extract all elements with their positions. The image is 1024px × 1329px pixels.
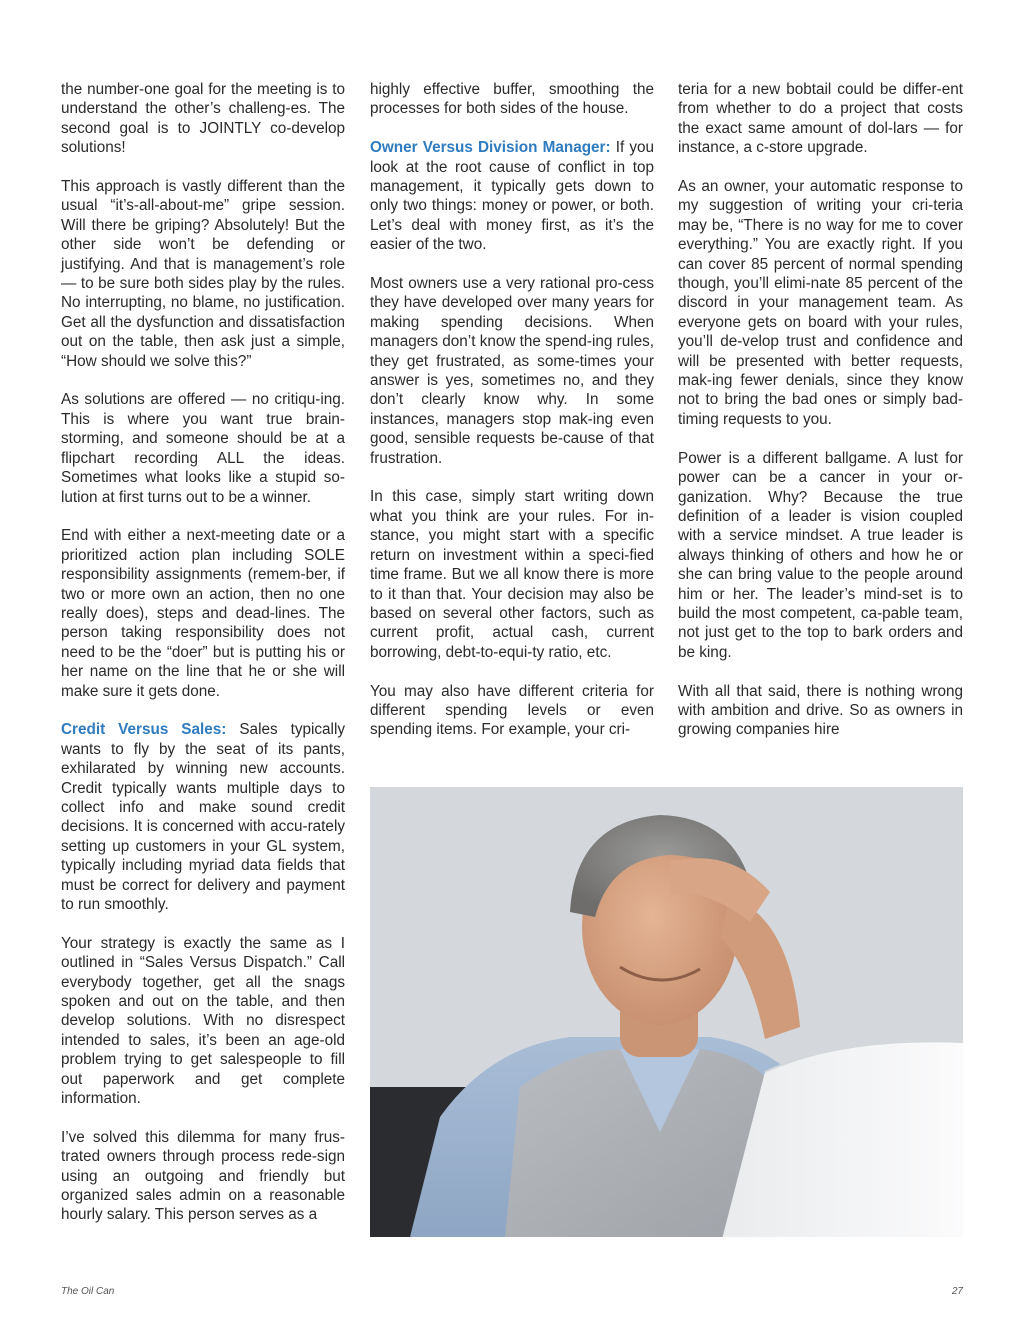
- column-right: [678, 80, 963, 740]
- paragraph-body: If you look at the root cause of conflict in top management, it typically gets down to only two things: money or power, or both. Let’s deal with money first, as it’s the easier of the two.: [370, 139, 654, 254]
- paragraph: Most owners use a very rational pro-cess they have developed over many years for making spending decisions. When managers don’t know the spend-ing rules, they get frustrated, as some-times your answer is yes, sometimes no, and they don’t clearly know why. In some instances, managers stop mak-ing even good, sensible requests be-cause of that frustration.: [370, 275, 655, 467]
- stressed-businessman-photo: [370, 787, 963, 1237]
- paragraph: teria for a new bobtail could be differ-ent from whether to do a project that costs the exact same amount of dol-lars — for instance, a c-store upgrade.: [678, 81, 963, 157]
- section-lead-credit-versus-sales: Credit Versus Sales:: [61, 721, 227, 739]
- paragraph: [61, 720, 345, 914]
- paragraph: Your strategy is exactly the same as I outlined in “Sales Versus Dispatch.” Call everybody together, get all the snags spoken and out on the table, and then develop solutions. With no disrespect intended to sales, it’s been an age-old problem trying to get salespeople to fill out paperwork and get complete information.: [61, 934, 345, 1108]
- paragraph: [370, 138, 654, 254]
- paragraph: In this case, simply start writing down what you think are your rules. For in-stance, you might start with a specific return on investment within a speci-fied time frame. But we all know there is more to it than that. Your decision may also be based on several other factors, such as current profit, actual cash, current borrowing, debt-to-equi-ty ratio, etc.: [370, 488, 654, 661]
- paragraph: With all that said, there is nothing wrong with ambition and drive. So as owners in growing companies hire: [678, 682, 963, 739]
- photo-illustration: [370, 787, 963, 1237]
- paragraph: You may also have different criteria for different spending levels or even spending items. For example, your cri-: [370, 682, 654, 739]
- paragraph: As an owner, your automatic response to my suggestion of writing your cri-teria may be, “There is no way for me to cover everything.” You are exactly right. If you can cover 85 percent of normal spending though, you’ll elimi-nate 85 percent of the discord in your management team. As everyone gets on board with your rules, you’ll de-velop trust and confidence and will be presented with better requests, mak-ing fewer denials, since they know not to bring the bad ones or simply bad-timing requests to you.: [678, 178, 963, 428]
- paragraph: As solutions are offered — no critiqu-ing. This is where you want true brain-storming, and someone should be at a flipchart recording ALL the ideas. Sometimes what looks like a stupid so-lution at first turns out to be a winner.: [61, 391, 345, 506]
- paragraph: End with either a next-meeting date or a prioritized action plan including SOLE responsibility assignments (remem-ber, if two or more own an action, then no one really does), steps and dead-lines. The person taking responsibility does not need to be the “doer” but is putting his or her name on the line that he or she will make sure it gets done.: [61, 527, 345, 700]
- column-left: [61, 80, 345, 1225]
- paragraph: This approach is vastly different than the usual “it’s-all-about-me” gripe session. Will there be griping? Absolutely! But the other side won’t be defending or justifying. And that is management’s role — to be sure both sides play by the rules. No interrupting, no blame, no justification. Get all the dysfunction and dissatisfaction out on the table, then ask just a simple, “How should we solve this?”: [61, 178, 345, 370]
- section-lead-owner-versus-division-manager: Owner Versus Division Manager:: [370, 139, 611, 157]
- publication-name: The Oil Can: [61, 1286, 115, 1297]
- paragraph-body: Sales typically wants to fly by the seat of its pants, exhilarated by winning new accounts. Credit typically wants multiple days to collect info and make sound credit decisions. It is concerned with accu-rately setting up customers in your GL system, typically including myriad data fields that must be correct for delivery and payment to run smoothly.: [61, 721, 345, 913]
- paragraph: Power is a different ballgame. A lust for power can be a cancer in your or-ganization. Why? Because the true definition of a leader is vision coupled with a service mindset. A true leader is always thinking of others and how he or she can bring value to the people around him or her. The leader’s mind-set is to build the most competent, ca-pable team, not just get to the top to bark orders and be king.: [678, 449, 963, 661]
- page-number: 27: [951, 1286, 963, 1297]
- column-middle: [370, 80, 654, 740]
- paragraph: the number-one goal for the meeting is to understand the other’s challeng-es. The second goal is to JOINTLY co-develop solutions!: [61, 81, 345, 157]
- paragraph: highly effective buffer, smoothing the processes for both sides of the house.: [370, 81, 654, 118]
- paragraph: I’ve solved this dilemma for many frus-trated owners through process rede-sign using an outgoing and friendly but organized sales admin on a reasonable hourly salary. This person serves as a: [61, 1128, 345, 1224]
